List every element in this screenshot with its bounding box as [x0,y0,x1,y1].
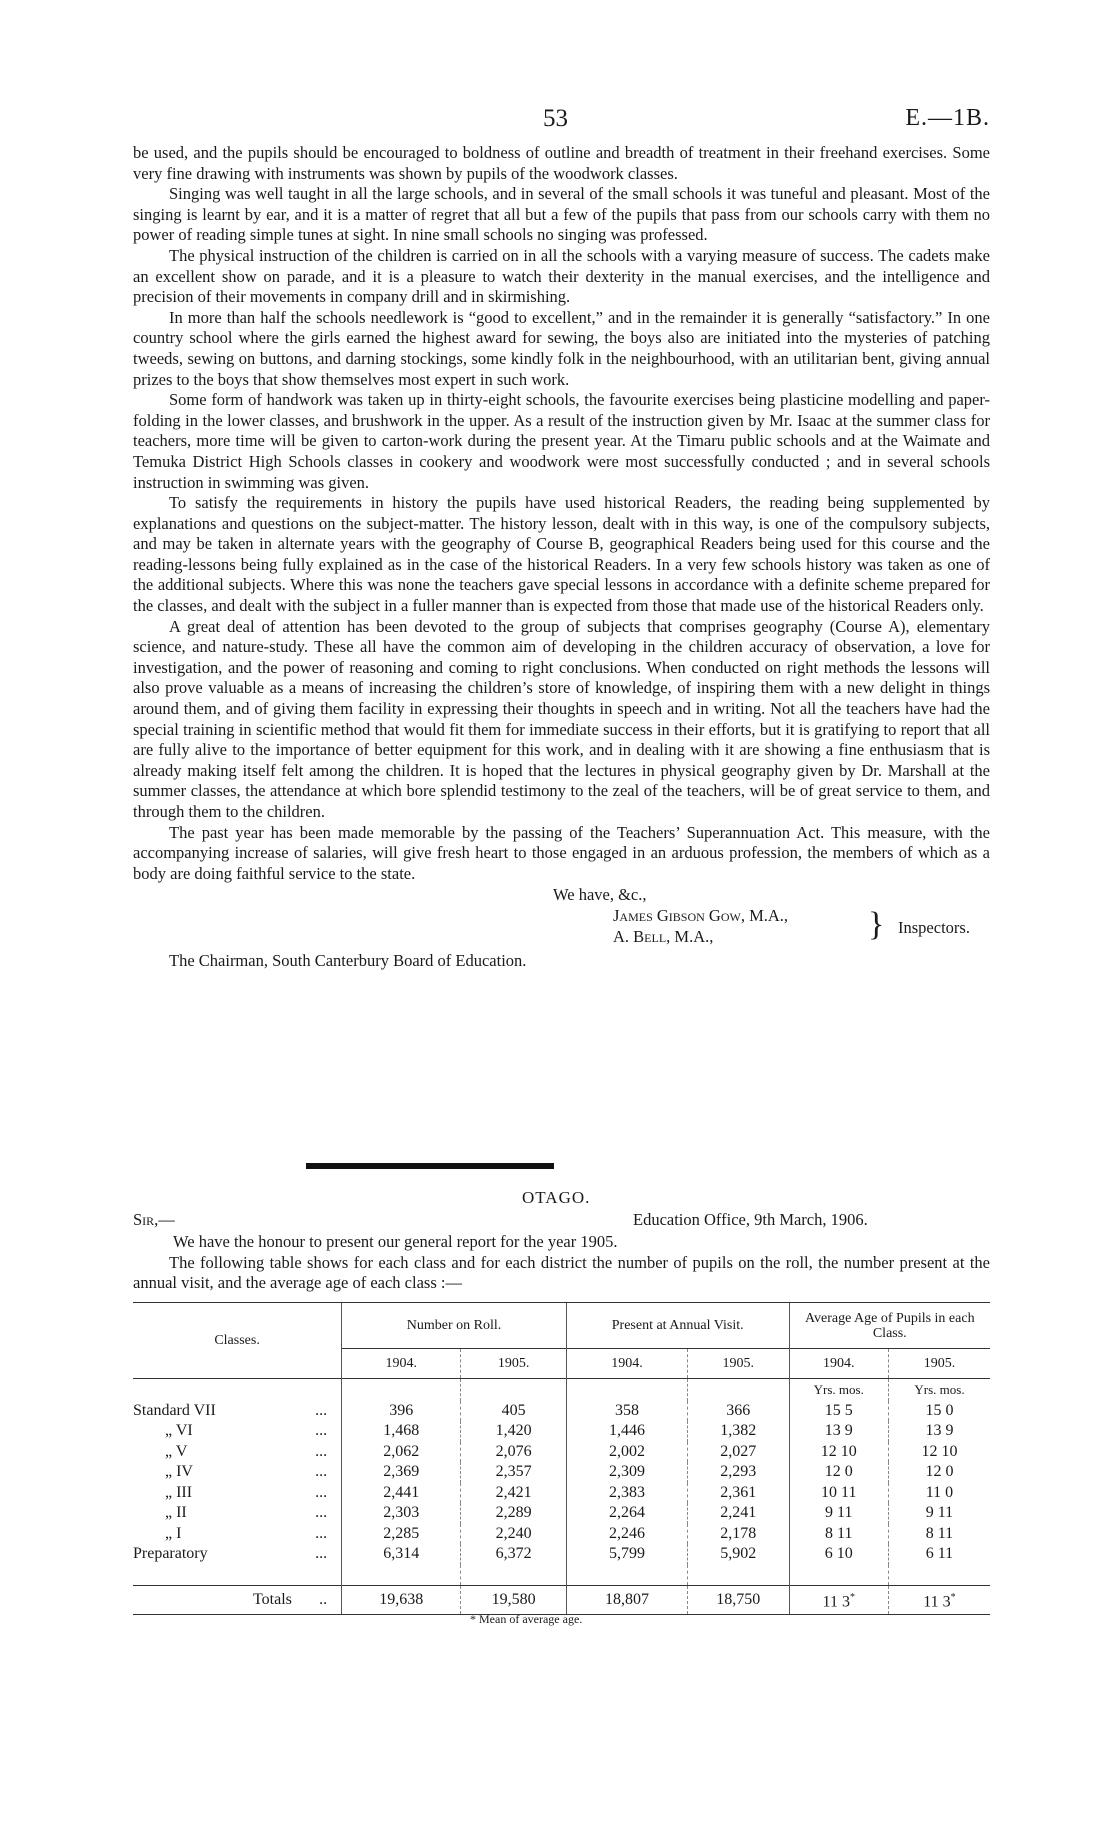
total-age-1904 [789,1586,888,1615]
col-header-present-1905: 1905. [688,1349,789,1379]
table-row [133,1503,990,1524]
leader-dots: ... [315,1483,328,1501]
roll-1904-cell: 1,468 [342,1421,461,1442]
roll-1904-cell: 6,314 [342,1544,461,1565]
total-age-1904-value: 11 3 [822,1592,850,1610]
document-reference: E.—1B. [905,105,990,131]
roll-1905-cell: 405 [461,1401,567,1422]
age-1904-cell: 15 5 [789,1401,888,1422]
table-row [133,1442,990,1463]
present-1904-cell: 1,446 [566,1421,687,1442]
totals-row [133,1586,990,1615]
present-1905-cell: 2,178 [688,1524,789,1545]
age-1905-cell: 15 0 [888,1401,990,1422]
totals-label: Totals [133,1586,314,1615]
unit-label-1904: Yrs. mos. [789,1379,888,1401]
age-1905-cell: 12 0 [888,1462,990,1483]
roll-1905-cell: 2,240 [461,1524,567,1545]
age-1904-cell: 12 10 [789,1442,888,1463]
section-heading: OTAGO. [522,1188,591,1207]
footnote-marker: * [950,1591,956,1603]
leader-dots: ... [315,1401,328,1419]
col-header-present: Present at Annual Visit. [566,1303,789,1349]
table-row [133,1524,990,1545]
roll-1905-cell: 2,357 [461,1462,567,1483]
age-1905-cell: 11 0 [888,1483,990,1504]
paragraph-report-intro: We have the honour to present our general report for the year 1905. [173,1232,618,1251]
col-header-age-1905: 1905. [888,1349,990,1379]
age-1905-cell: 8 11 [888,1524,990,1545]
paragraph-needlework: In more than half the schools needlework is “good to excellent,” and in the remainder it is generally “satisfactory.” In one country school where the girls earned the highest award for sewing, the boys also are initiated into the mysteries of patching tweeds, sewing on buttons, and darning stockings, some kindly folk in the neighbourhood, with an utilitarian bent, giving annual prizes to the boys that show themselves most expert in such work. [133,307,990,389]
class-cell: „ II [165,1504,187,1521]
col-header-roll: Number on Roll. [342,1303,567,1349]
page-number: 53 [543,105,568,132]
present-1905-cell: 2,293 [688,1462,789,1483]
present-1905-cell: 2,241 [688,1503,789,1524]
total-present-1905: 18,750 [688,1586,789,1615]
col-header-classes: Classes. [133,1303,342,1379]
col-header-present-1904: 1904. [566,1349,687,1379]
paragraph-handwork: Some form of handwork was taken up in thirty-eight schools, the favourite exercises being plasticine modelling and paper-folding in the lower classes, and brushwork in the upper. As a result of the instruction given by Mr. Isaac at the summer class for teachers, more time will be given to carton-work during the present year. At the Timaru public schools and at the Waimate and Temuka District High Schools classes in cookery and woodwork were most successfully conducted ; and in several schools instruction in swimming was given. [133,390,990,492]
class-cell: „ VI [165,1422,193,1439]
roll-1904-cell: 2,303 [342,1503,461,1524]
salutation: Sir,— [133,1210,175,1229]
table-row [133,1483,990,1504]
total-age-1905-value: 11 3 [923,1592,951,1610]
present-1904-cell: 2,002 [566,1442,687,1463]
signature-block [133,884,990,976]
class-cell: „ I [165,1524,182,1542]
signatory-gow: James Gibson Gow, M.A., [613,906,789,926]
paragraph-geography: A great deal of attention has been devoted to the group of subjects that comprises geography (Course A), elementary science, and nature-study. These all have the common aim of developing in the children accuracy of observation, a love for investigation, and the power of reasoning and coming to right conclusions. When conducted on right methods the lessons will also prove valuable as a means of increasing the children’s store of knowledge, of inspiring them with a new delight in things around them, and of giving them facility in expressing their thoughts in speech and in writing. Not all the teachers have had the special training in scientific method that would fit them for immediate success in their efforts, but it is gratifying to report that all are fully alive to the importance of better equipment for this work, and in dealing with it are showing a fine enthusiasm that is already making itself felt among the children. It is hoped that the lectures in physical geography given by Dr. Marshall at the summer classes, the attendance at which bore splendid testimony to the zeal of the teachers, will be of great service to them, and through them to the children. [133,616,990,821]
present-1904-cell: 2,246 [566,1524,687,1545]
roll-1905-cell: 6,372 [461,1544,567,1565]
closing: We have, &c., [553,885,647,905]
class-cell: „ IV [165,1463,193,1480]
roll-1904-cell: 2,441 [342,1483,461,1504]
table-row [133,1401,990,1422]
paragraph-drawing: be used, and the pupils should be encouraged to boldness of outline and breadth of treatment in their freehand exercises. Some very fine drawing with instruments was shown by pupils of the woodwork classes. [133,143,990,183]
leader-dots: ... [315,1545,328,1562]
paragraph-history: To satisfy the requirements in history the pupils have used historical Readers, the reading being supplemented by explanations and questions on the subject-matter. The history lesson, dealt with in this way, is one of the compulsory subjects, and may be taken in alternate years with the geography of Course B, geographical Readers being used for this course and the reading-lessons being fully explained as in the case of the historical Readers. In a very few schools history was taken as one of the additional subjects. Where this was none the teachers gave special lessons in accordance with a definite scheme prepared for the classes, and dealt with the subject in a fuller manner than is expected from those that made use of the historical Readers only. [133,493,990,616]
page-header [133,105,990,143]
roll-1904-cell: 2,285 [342,1524,461,1545]
age-1905-cell: 6 11 [888,1544,990,1565]
leader-dots: ... [315,1524,328,1542]
signatory-title: Inspectors. [898,918,970,938]
roll-1905-cell: 2,076 [461,1442,567,1463]
section-divider [306,1163,554,1169]
col-header-roll-1905: 1905. [461,1349,567,1379]
roll-1904-cell: 396 [342,1401,461,1422]
otago-intro [133,1232,990,1294]
office-date: Education Office, 9th March, 1906. [633,1210,868,1229]
present-1904-cell: 2,264 [566,1503,687,1524]
table-row [133,1421,990,1442]
leader-dots: ... [315,1422,328,1439]
class-cell: „ V [165,1442,188,1460]
age-1904-cell: 10 11 [789,1483,888,1504]
present-1904-cell: 2,383 [566,1483,687,1504]
age-1904-cell: 8 11 [789,1524,888,1545]
roll-1905-cell: 2,289 [461,1503,567,1524]
class-cell: „ III [165,1483,193,1501]
leader-dots: ... [315,1463,328,1480]
age-1905-cell: 9 11 [888,1503,990,1524]
present-1904-cell: 2,309 [566,1462,687,1483]
col-header-age-1904: 1904. [789,1349,888,1379]
total-present-1904: 18,807 [566,1586,687,1615]
total-roll-1905: 19,580 [461,1586,567,1615]
paragraph-superannuation: The past year has been made memorable by the passing of the Teachers’ Superannuation Act. This measure, with the accompanying increase of salaries, will give fresh heart to those engaged in an arduous profession, the members of which as a body are doing faithful service to the state. [133,822,990,883]
present-1905-cell: 2,027 [688,1442,789,1463]
report-page [133,105,990,976]
brace-icon: } [868,906,885,944]
present-1905-cell: 2,361 [688,1483,789,1504]
age-1904-cell: 12 0 [789,1462,888,1483]
report-body [133,143,990,884]
table-footnote: * Mean of average age. [470,1612,583,1626]
present-1905-cell: 5,902 [688,1544,789,1565]
leader-dots: .. [314,1586,341,1615]
present-1905-cell: 1,382 [688,1421,789,1442]
col-header-roll-1904: 1904. [342,1349,461,1379]
age-1904-cell: 6 10 [789,1544,888,1565]
age-1905-cell: 13 9 [888,1421,990,1442]
unit-label-1905: Yrs. mos. [888,1379,990,1401]
roll-1904-cell: 2,062 [342,1442,461,1463]
addressee: The Chairman, South Canterbury Board of Education. [169,951,527,971]
present-1904-cell: 5,799 [566,1544,687,1565]
age-1905-cell: 12 10 [888,1442,990,1463]
footnote-marker: * [849,1591,855,1603]
leader-dots: ... [315,1504,328,1521]
roll-1905-cell: 1,420 [461,1421,567,1442]
age-1904-cell: 13 9 [789,1421,888,1442]
paragraph-table-intro: The following table shows for each class and for each district the number of pupils on the roll, the number present at the annual visit, and the average age of each class :— [133,1252,990,1293]
roll-1905-cell: 2,421 [461,1483,567,1504]
table-row [133,1462,990,1483]
signatory-bell: A. Bell, M.A., [613,927,714,947]
class-cell: Preparatory [133,1545,208,1562]
roll-1904-cell: 2,369 [342,1462,461,1483]
table-row [133,1544,990,1565]
leader-dots: ... [315,1442,328,1460]
present-1905-cell: 366 [688,1401,789,1422]
paragraph-singing: Singing was well taught in all the large schools, and in several of the small schools it was tuneful and pleasant. Most of the singing is learnt by ear, and it is a matter of regret that all but a few of the pupils that pass from our schools carry with them no power of reading simple tunes at sight. In nine small schools no singing was professed. [133,184,990,245]
class-cell: Standard VII [133,1401,216,1419]
col-header-age: Average Age of Pupils in each Class. [789,1303,990,1349]
total-roll-1904: 19,638 [342,1586,461,1615]
total-age-1905 [888,1586,990,1615]
present-1904-cell: 358 [566,1401,687,1422]
statistics-table [133,1302,990,1615]
age-1904-cell: 9 11 [789,1503,888,1524]
paragraph-physical: The physical instruction of the children is carried on in all the schools with a varying measure of success. The cadets make an excellent show on parade, and it is a pleasure to watch their dexterity in the manual exercises, and the intelligence and precision of their movements in company drill and in skirmishing. [133,245,990,307]
